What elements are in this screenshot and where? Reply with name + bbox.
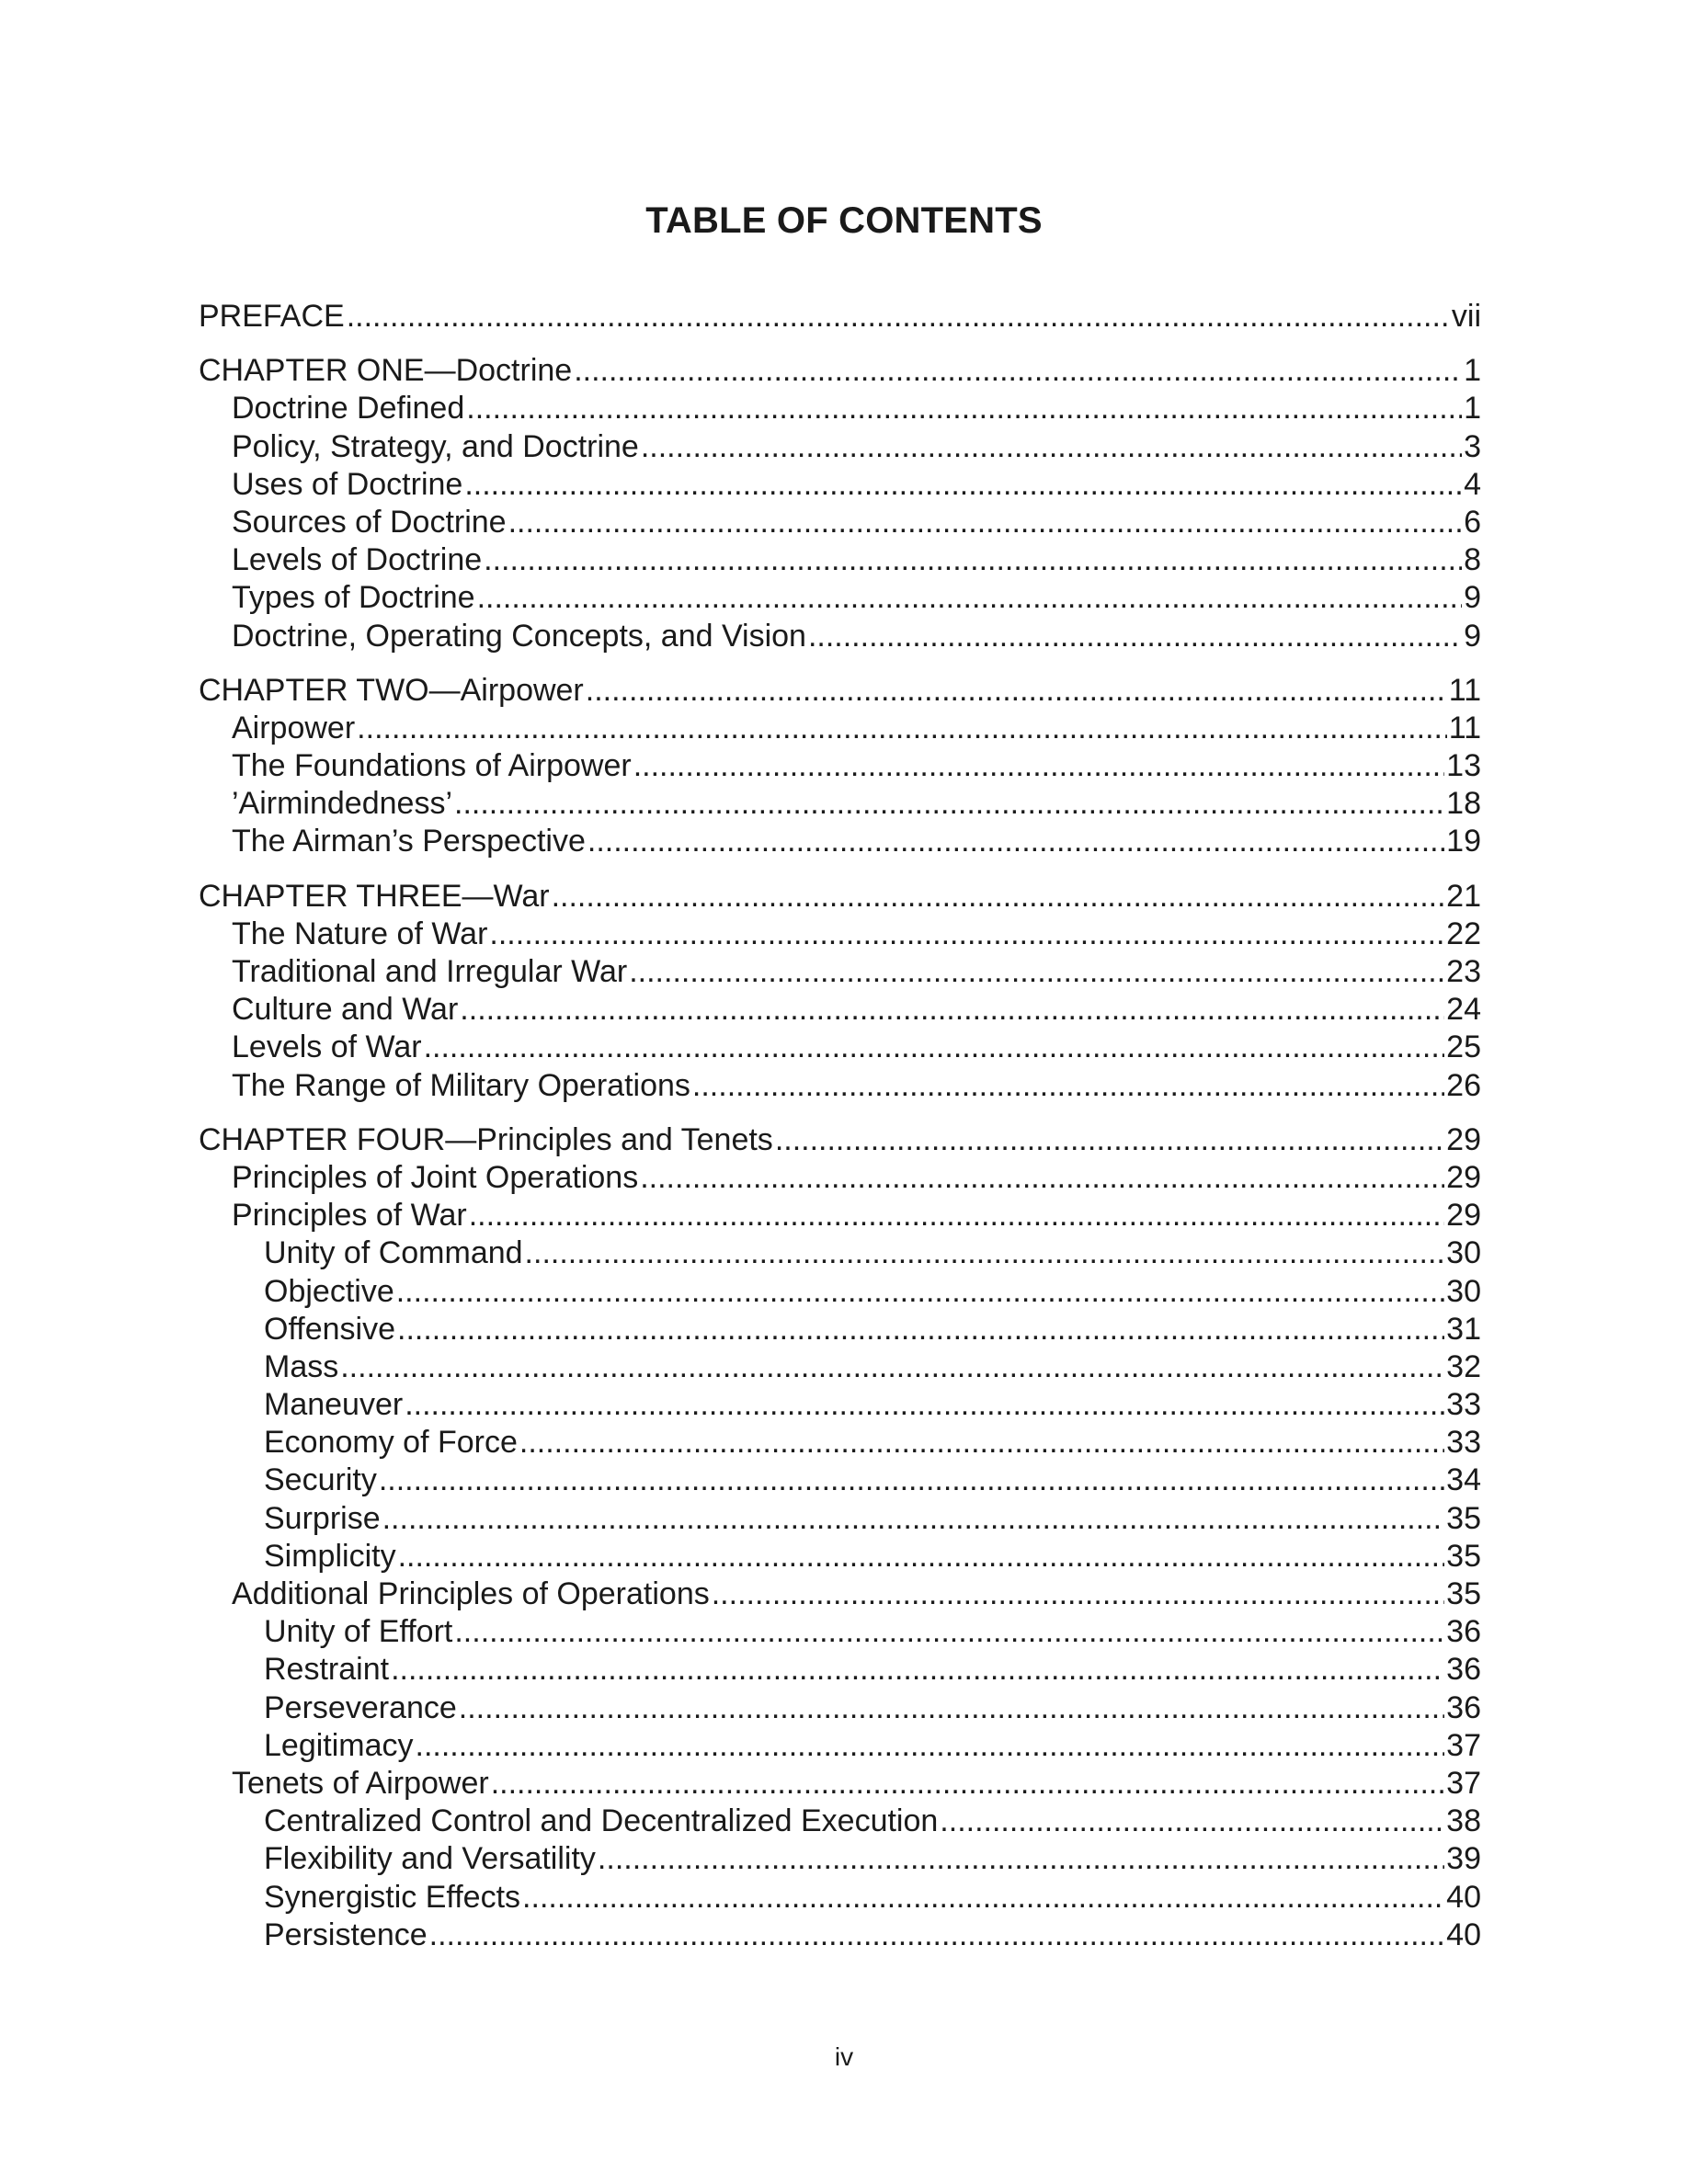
- toc-entry-page: 26: [1446, 1067, 1481, 1103]
- toc-entry-label: Unity of Effort: [264, 1614, 453, 1650]
- toc-entry-page: 30: [1446, 1235, 1481, 1271]
- toc-entry-page: 4: [1464, 466, 1481, 502]
- toc-entry-label: ’Airmindedness’: [232, 786, 452, 822]
- toc-entry-label: Additional Principles of Operations: [232, 1576, 710, 1611]
- toc-entry-page: 35: [1446, 1538, 1481, 1574]
- page-title: TABLE OF CONTENTS: [645, 200, 1043, 241]
- dot-leader: [459, 1689, 1444, 1727]
- toc-entry-page: 11: [1448, 710, 1481, 745]
- toc-entry[interactable]: [199, 916, 1481, 953]
- toc-entry-label: Policy, Strategy, and Doctrine: [232, 428, 639, 464]
- dot-leader: [775, 1121, 1444, 1159]
- dot-leader: [477, 579, 1463, 617]
- toc-entry-label: Synergistic Effects: [264, 1879, 521, 1915]
- toc-entry-page: 36: [1446, 1689, 1481, 1725]
- dot-leader: [491, 1765, 1444, 1803]
- dot-leader: [692, 1067, 1444, 1105]
- toc-entry[interactable]: [199, 1159, 1481, 1197]
- dot-leader: [489, 916, 1444, 953]
- toc-entry-label: Levels of Doctrine: [232, 542, 483, 578]
- dot-leader: [357, 710, 1447, 747]
- toc-entry-label: Doctrine, Operating Concepts, and Vision: [232, 618, 806, 654]
- toc-entry[interactable]: [199, 785, 1481, 823]
- toc-entry-page: 35: [1446, 1500, 1481, 1536]
- toc-entry-label: Maneuver: [264, 1387, 404, 1423]
- toc-entry[interactable]: [199, 747, 1481, 785]
- toc-entry-page: 40: [1446, 1917, 1481, 1952]
- toc-entry[interactable]: [199, 1067, 1481, 1105]
- toc-entry-label: Sources of Doctrine: [232, 504, 507, 540]
- toc-entry[interactable]: [199, 579, 1481, 617]
- toc-entry[interactable]: [199, 1651, 1481, 1689]
- dot-leader: [519, 1424, 1444, 1462]
- toc-entry[interactable]: [199, 1917, 1481, 1954]
- dot-leader: [586, 672, 1447, 710]
- toc-entry-label: Airpower: [232, 710, 356, 745]
- toc-entry[interactable]: [199, 466, 1481, 504]
- toc-entry-label: Principles of War: [232, 1198, 467, 1234]
- toc-entry-label: Doctrine Defined: [232, 391, 465, 427]
- toc-entry-label: Levels of War: [232, 1029, 422, 1065]
- toc-entry-page: 40: [1446, 1879, 1481, 1915]
- toc-entry-label: The Airman’s Perspective: [232, 824, 586, 859]
- dot-leader: [712, 1575, 1444, 1613]
- toc-entry-page: 34: [1446, 1462, 1481, 1498]
- toc-entry-page: 37: [1446, 1765, 1481, 1801]
- toc-chapter-entry[interactable]: [199, 352, 1481, 390]
- dot-leader: [347, 298, 1450, 336]
- toc-entry-label: Unity of Command: [264, 1235, 523, 1271]
- toc-entry-label: The Nature of War: [232, 916, 488, 951]
- toc-entry-label: Tenets of Airpower: [232, 1765, 489, 1801]
- toc-entry[interactable]: [199, 1029, 1481, 1066]
- toc-entry[interactable]: [199, 390, 1481, 427]
- toc-entry-label: Uses of Doctrine: [232, 466, 463, 502]
- dot-leader: [641, 428, 1462, 466]
- toc-entry-page: 8: [1464, 542, 1481, 578]
- toc-entry-label: Traditional and Irregular War: [232, 954, 628, 989]
- dot-leader: [454, 1613, 1444, 1651]
- toc-entry-page: 24: [1446, 992, 1481, 1028]
- dot-leader: [398, 1538, 1445, 1575]
- toc-entry[interactable]: [199, 504, 1481, 541]
- table-of-contents: [199, 298, 1481, 1954]
- toc-entry-page: 9: [1464, 618, 1481, 654]
- toc-entry[interactable]: [199, 823, 1481, 860]
- dot-leader: [525, 1234, 1445, 1272]
- toc-entry-page: 33: [1446, 1425, 1481, 1461]
- toc-entry[interactable]: [199, 991, 1481, 1029]
- toc-chapter-entry[interactable]: [199, 878, 1481, 916]
- dot-leader: [416, 1727, 1445, 1765]
- toc-entry-page: vii: [1451, 299, 1481, 334]
- toc-entry-label: Flexibility and Versatility: [264, 1841, 596, 1877]
- toc-entry-label: Principles of Joint Operations: [232, 1159, 639, 1195]
- toc-entry[interactable]: [199, 1803, 1481, 1840]
- toc-entry-page: 39: [1446, 1841, 1481, 1877]
- toc-entry-page: 29: [1446, 1198, 1481, 1234]
- dot-leader: [382, 1500, 1445, 1538]
- toc-entry[interactable]: [199, 541, 1481, 579]
- toc-entry-page: 32: [1446, 1348, 1481, 1384]
- toc-chapter-entry[interactable]: [199, 1121, 1481, 1159]
- toc-entry-label: CHAPTER FOUR—Principles and Tenets: [199, 1121, 773, 1157]
- toc-entry-label: Objective: [264, 1273, 394, 1309]
- dot-leader: [640, 1159, 1444, 1197]
- dot-leader: [508, 504, 1462, 541]
- dot-leader: [587, 823, 1444, 860]
- dot-leader: [940, 1803, 1444, 1840]
- toc-entry-page: 3: [1464, 428, 1481, 464]
- toc-entry[interactable]: [199, 1879, 1481, 1917]
- toc-entry-label: Persistence: [264, 1917, 428, 1952]
- toc-entry-page: 21: [1446, 878, 1481, 914]
- toc-entry[interactable]: [199, 1386, 1481, 1424]
- toc-entry-page: 30: [1446, 1273, 1481, 1309]
- dot-leader: [424, 1029, 1445, 1066]
- dot-leader: [454, 785, 1444, 823]
- toc-entry-page: 29: [1446, 1159, 1481, 1195]
- toc-entry[interactable]: [199, 1234, 1481, 1272]
- toc-chapter-entry[interactable]: [199, 672, 1481, 710]
- toc-entry-page: 1: [1464, 353, 1481, 389]
- toc-entry-label: Perseverance: [264, 1689, 457, 1725]
- toc-entry-label: Legitimacy: [264, 1727, 414, 1763]
- toc-entry-page: 38: [1446, 1803, 1481, 1839]
- dot-leader: [629, 953, 1444, 991]
- toc-entry[interactable]: [199, 710, 1481, 747]
- toc-entry[interactable]: [199, 1765, 1481, 1803]
- dot-leader: [396, 1273, 1444, 1311]
- dot-leader: [552, 878, 1445, 916]
- toc-entry[interactable]: [199, 1500, 1481, 1538]
- toc-entry-page: 22: [1446, 916, 1481, 951]
- toc-entry-label: Security: [264, 1462, 377, 1498]
- dot-leader: [379, 1462, 1444, 1499]
- toc-entry[interactable]: [199, 1727, 1481, 1765]
- toc-entry-page: 36: [1446, 1614, 1481, 1650]
- toc-entry-label: PREFACE: [199, 299, 345, 334]
- page-number: iv: [834, 2042, 854, 2071]
- toc-entry-label: Centralized Control and Decentralized Execution: [264, 1803, 939, 1839]
- dot-leader: [460, 991, 1444, 1029]
- toc-entry-page: 13: [1446, 748, 1481, 784]
- toc-entry-page: 23: [1446, 954, 1481, 989]
- toc-entry[interactable]: [199, 1613, 1481, 1651]
- toc-entry-label: Offensive: [264, 1311, 396, 1347]
- toc-entry[interactable]: [199, 618, 1481, 655]
- toc-chapter-entry[interactable]: [199, 298, 1481, 336]
- toc-entry[interactable]: [199, 1462, 1481, 1499]
- toc-entry-label: The Foundations of Airpower: [232, 748, 632, 784]
- toc-entry[interactable]: [199, 1311, 1481, 1348]
- toc-entry-page: 31: [1446, 1311, 1481, 1347]
- toc-entry-label: Economy of Force: [264, 1425, 518, 1461]
- dot-leader: [391, 1651, 1444, 1689]
- toc-entry-page: 6: [1464, 504, 1481, 540]
- toc-entry[interactable]: [199, 953, 1481, 991]
- toc-entry-page: 11: [1448, 672, 1481, 708]
- dot-leader: [633, 747, 1444, 785]
- toc-entry-page: 33: [1446, 1387, 1481, 1423]
- toc-entry-label: Culture and War: [232, 992, 459, 1028]
- toc-entry-page: 19: [1446, 824, 1481, 859]
- toc-entry-page: 18: [1446, 786, 1481, 822]
- dot-leader: [808, 618, 1462, 655]
- toc-entry-label: CHAPTER TWO—Airpower: [199, 672, 584, 708]
- toc-entry[interactable]: [199, 1840, 1481, 1878]
- toc-entry[interactable]: [199, 428, 1481, 466]
- dot-leader: [340, 1348, 1444, 1386]
- toc-entry-page: 29: [1446, 1121, 1481, 1157]
- toc-entry-label: Mass: [264, 1348, 339, 1384]
- toc-entry-page: 36: [1446, 1652, 1481, 1688]
- toc-entry-label: Surprise: [264, 1500, 381, 1536]
- dot-leader: [429, 1917, 1445, 1954]
- toc-entry-label: Simplicity: [264, 1538, 396, 1574]
- dot-leader: [405, 1386, 1444, 1424]
- toc-entry[interactable]: [199, 1538, 1481, 1575]
- toc-entry[interactable]: [199, 1273, 1481, 1311]
- toc-entry[interactable]: [199, 1689, 1481, 1727]
- toc-entry[interactable]: [199, 1197, 1481, 1234]
- dot-leader: [522, 1879, 1444, 1917]
- toc-entry-page: 37: [1446, 1727, 1481, 1763]
- dot-leader: [466, 390, 1462, 427]
- toc-entry-label: CHAPTER ONE—Doctrine: [199, 353, 573, 389]
- toc-entry-page: 35: [1446, 1576, 1481, 1611]
- dot-leader: [469, 1197, 1444, 1234]
- dot-leader: [484, 541, 1462, 579]
- toc-entry-page: 25: [1446, 1029, 1481, 1065]
- toc-entry[interactable]: [199, 1424, 1481, 1462]
- toc-entry[interactable]: [199, 1575, 1481, 1613]
- toc-entry-label: Types of Doctrine: [232, 580, 475, 616]
- toc-entry-page: 1: [1464, 391, 1481, 427]
- toc-entry-label: Restraint: [264, 1652, 390, 1688]
- toc-entry-label: CHAPTER THREE—War: [199, 878, 550, 914]
- dot-leader: [598, 1840, 1444, 1878]
- dot-leader: [397, 1311, 1444, 1348]
- toc-entry-page: 9: [1464, 580, 1481, 616]
- dot-leader: [574, 352, 1462, 390]
- dot-leader: [464, 466, 1462, 504]
- toc-entry[interactable]: [199, 1348, 1481, 1386]
- toc-entry-label: The Range of Military Operations: [232, 1067, 690, 1103]
